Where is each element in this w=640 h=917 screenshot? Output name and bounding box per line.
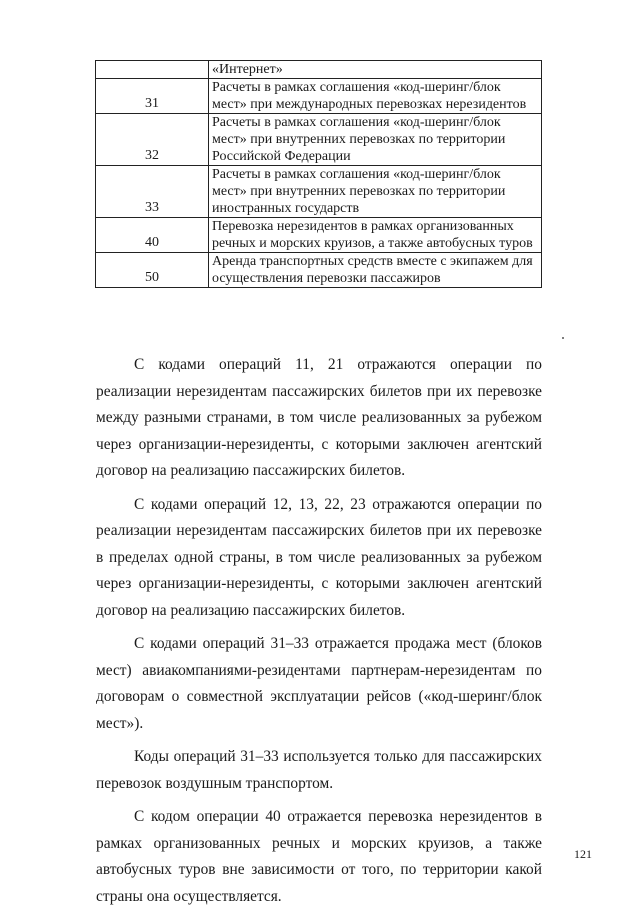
operation-description: Аренда транспортных средств вместе с экипажем для осуществления перевозки пассажиров bbox=[209, 253, 542, 288]
paragraph: С кодами операций 31–33 отражается продажа мест (блоков мест) авиакомпаниями-резидентами партнерам-нерезидентам по договорам о совместной эксплуатации рейсов («код-шеринг/блок мест»). bbox=[96, 635, 542, 732]
operation-description: Перевозка нерезидентов в рамках организованных речных и морских круизов, а также автобусных туров bbox=[209, 218, 542, 253]
table-row bbox=[96, 79, 542, 114]
paragraph: С кодами операций 12, 13, 22, 23 отражаются операции по реализации нерезидентам пассажирских билетов при их перевозке в пределах одной страны, в том числе реализованных за рубежом через организации-нерезиденты, с которыми заключен агентский договор на реализацию пассажирских билетов. bbox=[96, 495, 542, 619]
paragraph: С кодом операции 40 отражается перевозка нерезидентов в рамках организованных речных и морских круизов, а также автобусных туров вне зависимости от того, по территории какой страны она осуществляется. bbox=[96, 808, 542, 905]
table-row bbox=[96, 61, 542, 79]
paragraph: Коды операций 31–33 используется только для пассажирских перевозок воздушным транспортом. bbox=[96, 748, 542, 792]
operation-code: 31 bbox=[96, 79, 209, 114]
operation-description: Расчеты в рамках соглашения «код-шеринг/блок мест» при международных перевозках нерезидентов bbox=[209, 79, 542, 114]
operation-code: 33 bbox=[96, 166, 209, 218]
table-row bbox=[96, 114, 542, 166]
operation-code: 50 bbox=[96, 253, 209, 288]
operation-description: «Интернет» bbox=[209, 61, 542, 79]
operation-description: Расчеты в рамках соглашения «код-шеринг/блок мест» при внутренних перевозках по территории иностранных государств bbox=[209, 166, 542, 218]
scan-speck bbox=[562, 337, 564, 339]
table-row bbox=[96, 218, 542, 253]
operation-code: 40 bbox=[96, 218, 209, 253]
table-row bbox=[96, 253, 542, 288]
page-number: 121 bbox=[574, 847, 592, 861]
table-row bbox=[96, 166, 542, 218]
body-text bbox=[96, 352, 542, 917]
operation-code: 32 bbox=[96, 114, 209, 166]
operation-code bbox=[96, 61, 209, 79]
operations-table bbox=[95, 60, 542, 288]
operation-description: Расчеты в рамках соглашения «код-шеринг/блок мест» при внутренних перевозках по территории Российской Федерации bbox=[209, 114, 542, 166]
paragraph: С кодами операций 11, 21 отражаются операции по реализации нерезидентам пассажирских билетов при их перевозке между разными странами, в том числе реализованных за рубежом через организации-нерезиденты, с которыми заключен агентский договор на реализацию пассажирских билетов. bbox=[96, 356, 542, 479]
